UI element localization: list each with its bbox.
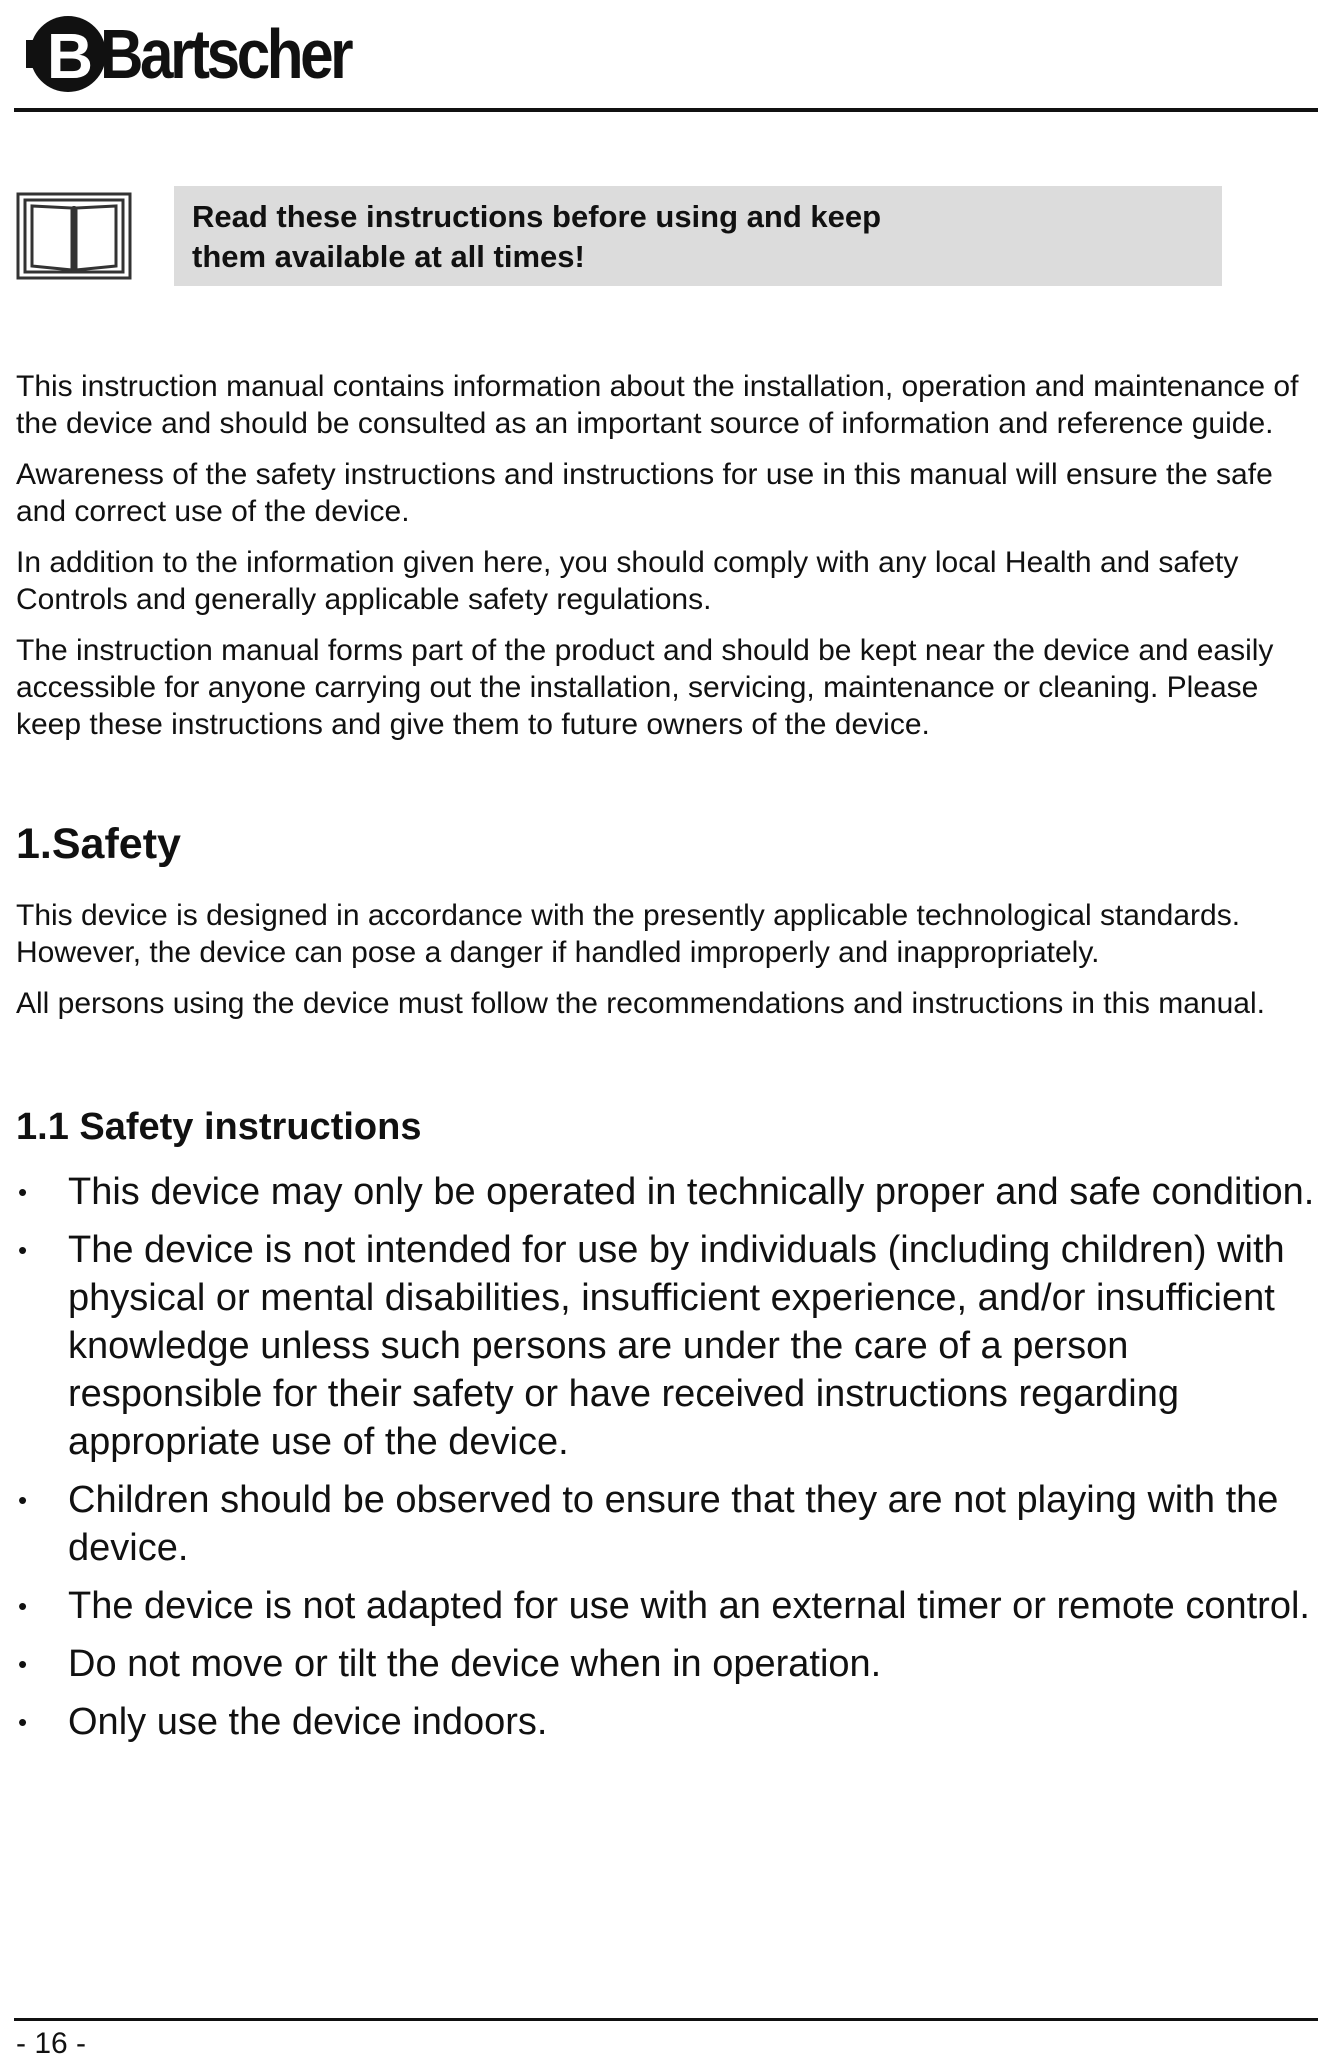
intro-paragraph: In addition to the information given here, you should comply with any local Health and safety Controls and generally applicable safety regulations.: [16, 546, 1239, 616]
list-item-text: Do not move or tilt the device when in operation.: [68, 1643, 882, 1685]
page-number: - 16 -: [16, 2027, 87, 2060]
bullet-icon: •: [18, 1591, 28, 1621]
list-item: [16, 1226, 1316, 1466]
footer-divider: [14, 2018, 1318, 2021]
header-divider: [14, 108, 1318, 112]
list-item: [16, 1168, 1316, 1216]
section-title-safety-instructions: 1.1 Safety instructions: [16, 1106, 422, 1148]
bullet-icon: •: [18, 1649, 28, 1679]
list-item-text: Children should be observed to ensure that they are not playing with the device.: [68, 1479, 1279, 1569]
bullet-icon: •: [18, 1707, 28, 1737]
notice-line-1: Read these instructions before using and keep: [192, 199, 882, 234]
read-instructions-notice: [14, 186, 1224, 296]
page-header: [14, 0, 1318, 116]
bartscher-logo-icon: [24, 12, 108, 96]
main-content: [16, 368, 1316, 1756]
safety-paragraph: This device is designed in accordance with the presently applicable technological standards. However, the device can pose a danger if handled improperly and inappropriately.: [16, 899, 1241, 969]
safety-instructions-list: [16, 1168, 1316, 1746]
list-item-text: Only use the device indoors.: [68, 1701, 548, 1743]
list-item-text: The device is not adapted for use with an external timer or remote control.: [68, 1585, 1310, 1627]
bullet-icon: •: [18, 1485, 28, 1515]
list-item: [16, 1476, 1316, 1572]
section-title-safety: 1.Safety: [16, 820, 181, 868]
list-item: [16, 1582, 1316, 1630]
safety-paragraph: All persons using the device must follow the recommendations and instructions in this manual.: [16, 987, 1265, 1020]
list-item-text: This device may only be operated in technically proper and safe condition.: [68, 1171, 1315, 1213]
notice-box: [174, 186, 1222, 286]
bullet-icon: •: [18, 1177, 28, 1207]
list-item: [16, 1640, 1316, 1688]
intro-paragraph: Awareness of the safety instructions and instructions for use in this manual will ensure the safe and correct use of the device.: [16, 458, 1273, 528]
logo-mark-letter: B: [46, 20, 94, 92]
bullet-icon: •: [18, 1235, 28, 1265]
list-item-text: The device is not intended for use by individuals (including children) with physical or mental disabilities, insufficient experience, and/or insufficient knowledge unless such persons are under the care of a person responsible for their safety or have received instructions regarding appropriate use of the device.: [68, 1229, 1285, 1463]
list-item: [16, 1698, 1316, 1746]
brand-name: Bartscher: [100, 15, 351, 93]
brand-logo: [24, 8, 391, 100]
notice-line-2: them available at all times!: [192, 239, 585, 274]
intro-paragraph: The instruction manual forms part of the product and should be kept near the device and easily accessible for anyone carrying out the installation, servicing, maintenance or cleaning. Please keep these instructions and give them to future owners of the device.: [16, 634, 1274, 741]
intro-paragraph: This instruction manual contains information about the installation, operation and maintenance of the device and should be consulted as an important source of information and reference guide.: [16, 370, 1299, 440]
open-book-icon: [14, 186, 134, 286]
